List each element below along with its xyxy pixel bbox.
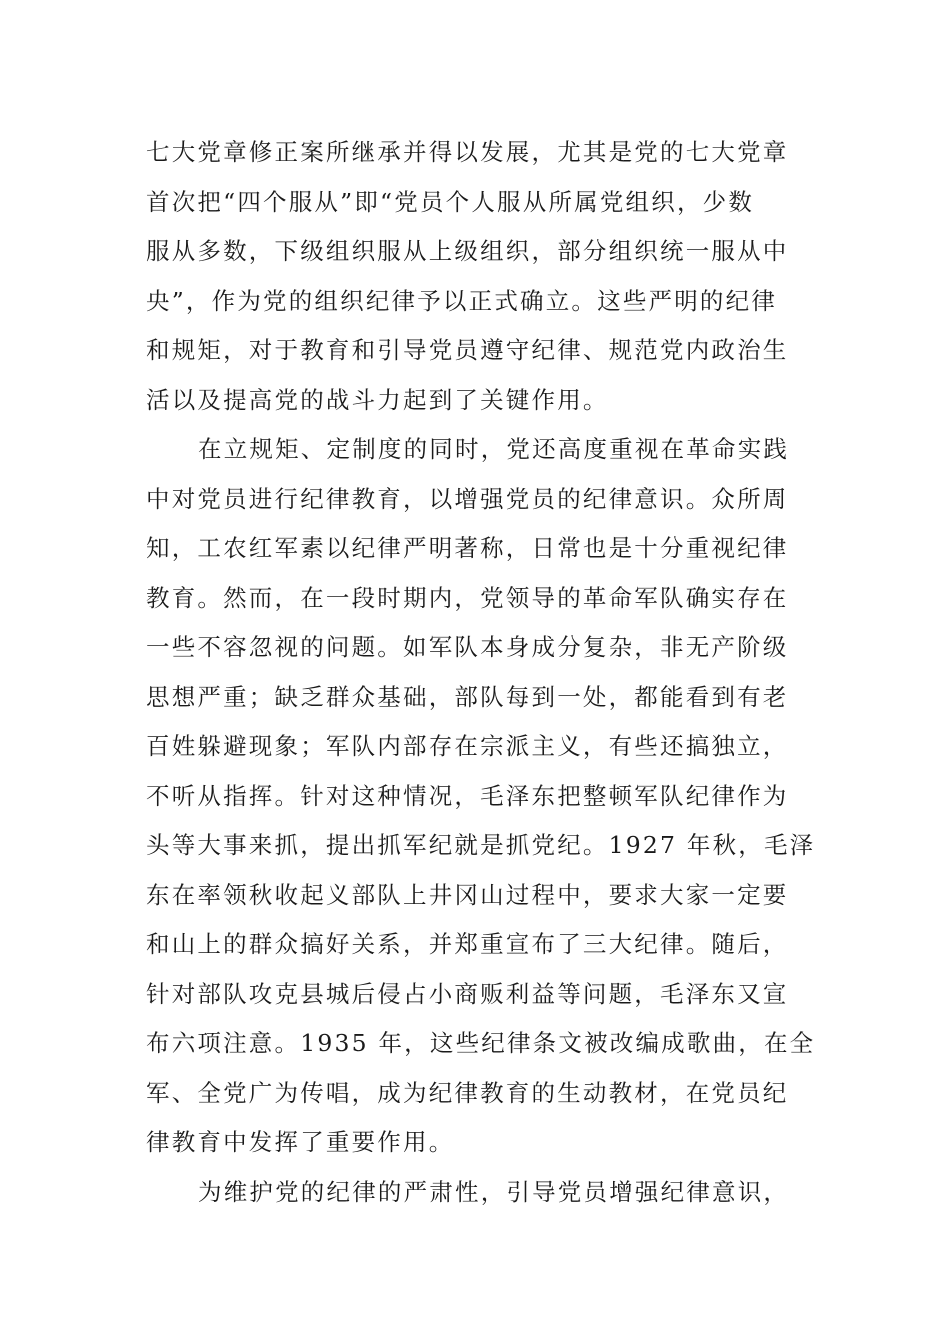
text-line: 律教育中发挥了重要作用。 [146,1128,455,1156]
text-line: 东在率领秋收起义部队上井冈山过程中，要求大家一定要 [146,880,789,909]
text-line: 布六项注意。1935 年，这些纪律条文被改编成歌曲，在全 [146,1029,816,1057]
text-line: 不听从指挥。针对这种情况，毛泽东把整顿军队纪律作为 [146,781,789,810]
text-line: 教育。然而，在一段时期内，党领导的革命军队确实存在 [146,583,789,612]
text-line: 军、全党广为传唱，成为纪律教育的生动教材，在党员纪 [146,1078,789,1107]
text-line: 七大党章修正案所继承并得以发展，尤其是党的七大党章 [146,138,789,166]
text-line: 央”，作为党的组织纪律予以正式确立。这些严明的纪律 [146,286,778,315]
text-line: 和山上的群众搞好关系，并郑重宣布了三大纪律。随后， [146,930,789,958]
paragraph-start-line: 为维护党的纪律的严肃性，引导党员增强纪律意识， [198,1177,790,1206]
body-text [146,128,816,1217]
text-line: 中对党员进行纪律教育，以增强党员的纪律意识。众所周 [146,484,789,513]
text-line: 服从多数，下级组织服从上级组织，部分组织统一服从中 [146,237,789,265]
text-line: 针对部队攻克县城后侵占小商贩利益等问题，毛泽东又宣 [146,979,789,1008]
text-line: 一些不容忽视的问题。如军队本身成分复杂，非无产阶级 [146,633,789,661]
text-line: 思想严重；缺乏群众基础，部队每到一处，都能看到有老 [146,682,789,711]
text-line: 知，工农红军素以纪律严明著称，日常也是十分重视纪律 [146,534,789,562]
text-line: 和规矩，对于教育和引导党员遵守纪律、规范党内政治生 [146,336,789,364]
paragraph-start-line: 在立规矩、定制度的同时，党还高度重视在革命实践 [198,435,790,463]
text-line: 百姓躲避现象；军队内部存在宗派主义，有些还搞独立， [146,732,789,760]
text-line: 首次把“四个服从”即“党员个人服从所属党组织，少数 [146,187,755,216]
text-line: 头等大事来抓，提出抓军纪就是抓党纪。1927 年秋，毛泽 [146,831,816,859]
text-line: 活以及提高党的战斗力起到了关键作用。 [146,385,609,414]
